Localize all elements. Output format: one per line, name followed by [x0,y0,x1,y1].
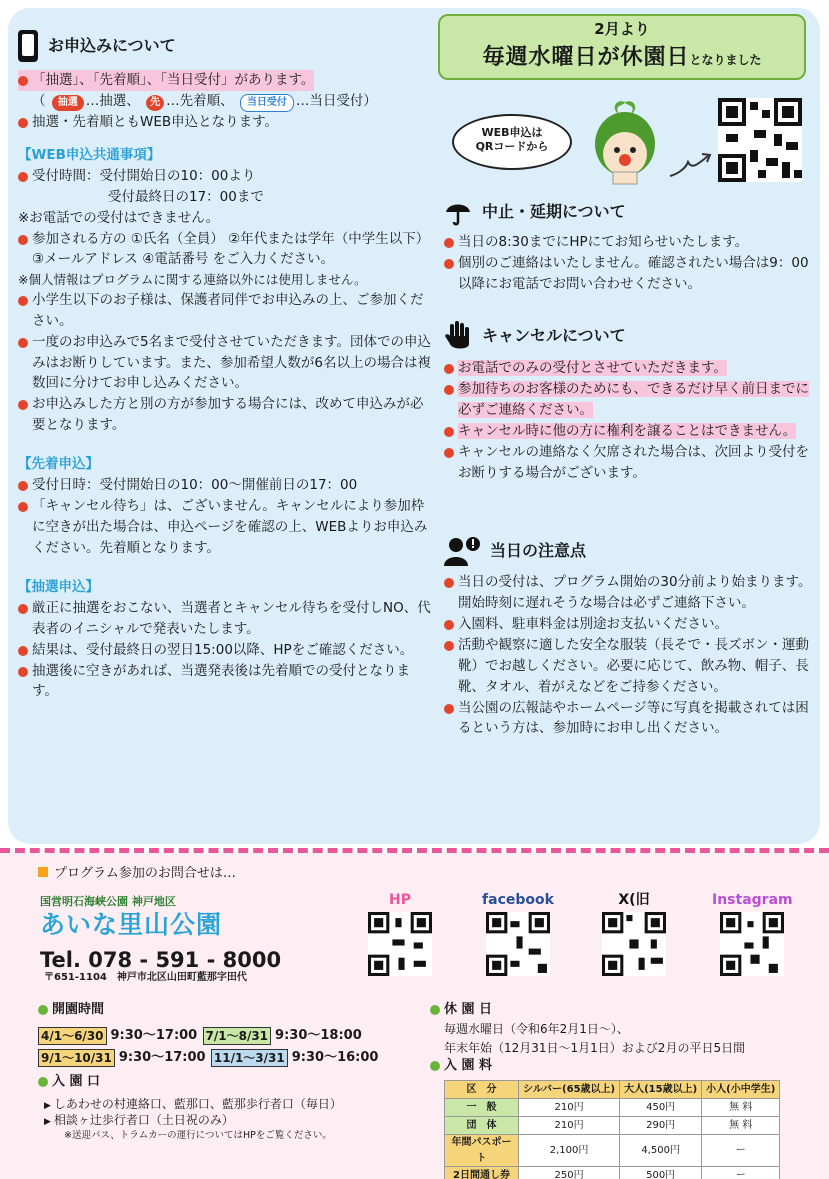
fee-header: シルバー(65歳以上) [519,1081,620,1099]
hours-period: 11/1～3/31 [211,1049,288,1067]
park-subtitle: 国営明石海峡公園 神戸地区 [40,895,176,908]
sns-x[interactable] [594,890,674,976]
web-item: 受付時間：受付開始日の10：00より [18,166,433,187]
hours-title: 開園時間 [38,1000,418,1020]
fee-cell: 団 体 [445,1117,519,1135]
stop-section [444,198,814,295]
hp-qr-icon[interactable] [368,912,432,976]
web-apply-qr-icon[interactable] [717,98,803,182]
first-chip: 先 [146,95,164,111]
closed-line: 年末年始（12月31日～1月1日）および2月の平日5日間 [444,1040,746,1055]
sns-x-label: X(旧 [618,892,650,908]
fee-row [445,1099,780,1117]
banner-line1: 2月より [594,20,650,38]
fee-cell: 500円 [620,1167,702,1179]
web-item: 一度のお申込みで5名まで受付させていただきます。団体での申込みはお断りしています。また、参加希望人数が6名以上の場合は複数回に分けてお申し込みください。 [18,332,433,395]
notice-item: 入園料、駐車料金は別途お支払いください。 [444,614,814,635]
web-note: ※個人情報はプログラムに関する連絡以外には使用しません。 [18,272,367,288]
web-note: ※お電話での受付はできません。 [18,209,220,226]
fee-cell: 2,100円 [519,1135,620,1167]
web-item: 小学生以下のお子様は、保護者同伴でお申込みの上、ご参加ください。 [18,290,433,332]
sns-facebook-label: facebook [482,892,554,908]
hours-period: 4/1～6/30 [38,1027,107,1045]
fee-cell: 一 般 [445,1099,519,1117]
fee-cell: 450円 [620,1099,702,1117]
speech-bubble: WEB申込は QRコードから [452,114,572,170]
person-alert-icon [444,536,480,566]
day-chip: 当日受付 [240,94,294,112]
fee-cell: 無 料 [702,1099,780,1117]
fee-table [444,1080,780,1179]
fee-cell: 無 料 [702,1117,780,1135]
fee-row [445,1135,780,1167]
fee-row [445,1117,780,1135]
fee-row [445,1167,780,1179]
closed-day-banner [438,14,806,80]
entrances [38,1072,418,1143]
cancel-item: 参加待ちのお客様のためにも、できるだけ早く前日までに必ずご連絡ください。 [458,380,809,418]
sns-facebook[interactable] [478,890,558,976]
facebook-qr-icon[interactable] [486,912,550,976]
cancel-item: キャンセルの連絡なく欠席された場合は、次回より受付をお断りする場合がございます。 [458,443,809,481]
park-tel[interactable]: Tel. 078 - 591 - 8000 [40,948,282,972]
notice-title: 当日の注意点 [490,540,587,560]
closed-days [430,1000,810,1057]
web-section-tag: 【WEB申込共通事項】 [18,146,161,163]
apply-web-line: 抽選・先着順ともWEB申込となります。 [18,112,433,133]
opening-hours [38,1000,418,1068]
apply-line: 「抽選」、「先着順」、「当日受付」があります。 [18,70,314,91]
closed-line: 毎週水曜日（令和6年2月1日～）、 [444,1022,629,1037]
instagram-qr-icon[interactable] [720,912,784,976]
apply-legend: （ 抽選 …抽選、 先 …先着順、 当日受付 …当日受付） [18,91,433,112]
notice-heading [444,536,814,566]
lot-section-tag: 【抽選申込】 [18,578,99,595]
gate-item: ▶ 相談ヶ辻歩行者口（土日祝のみ） [38,1112,418,1128]
fee-cell: 4,500円 [620,1135,702,1167]
sns-instagram[interactable] [712,890,792,976]
fee-cell: 2日間通し券 [445,1167,519,1179]
closed-title: 休 園 日 [430,1000,810,1020]
fee-cell: ー [702,1167,780,1179]
fees-title: 入 園 料 [430,1056,810,1076]
hours-time: 9:30～18:00 [275,1028,362,1044]
smartphone-icon [18,30,38,62]
fee-cell: 290円 [620,1117,702,1135]
hours-period: 7/1～8/31 [203,1027,272,1045]
fee-cell: 210円 [519,1099,620,1117]
lot-chip: 抽選 [52,95,84,111]
park-name: あいな里山公園 [40,910,223,939]
cancel-item: キャンセル時に他の方に権利を譲ることはできません。 [458,422,797,439]
notice-item: 当日の受付は、プログラム開始の30分前より始まります。開始時刻に遅れそうな場合は必ずご連絡下さい。 [444,572,814,614]
stop-title: 中止・延期について [482,201,626,221]
fee-cell: 年間パスポート [445,1135,519,1167]
hours-row [38,1048,418,1068]
apply-title: お申込みについて [48,35,176,55]
web-item: お申込みした方と別の方が参加する場合には、改めて申込みが必要となります。 [18,394,433,436]
left-column [18,30,433,702]
web-item: 参加される方の ①氏名（全員） ②年代または学年（中学生以下） ③メールアドレス ④電話番号 をご入力ください。 [18,229,433,271]
gates-title: 入 園 口 [38,1072,418,1092]
fee-header: 区 分 [445,1081,519,1099]
park-address: 〒651-1104 神戸市北区山田町藍那字田代 [44,972,247,983]
first-item: 受付日時：受付開始日の10：00～開催前日の17：00 [18,475,433,496]
apply-heading [18,30,433,62]
cancel-section [444,320,814,484]
lot-item: 厳正に抽選をおこない、当選者とキャンセル待ちを受付しNO、代表者のイニシャルで発表いたします。 [18,598,433,640]
banner-line2: 毎週水曜日が休園日となりました [482,45,762,71]
sns-instagram-label: Instagram [712,892,793,908]
cancel-title: キャンセルについて [482,325,626,345]
fee-header-row [445,1081,780,1099]
web-item: 受付最終日の17：00まで [108,188,264,205]
gate-note: ※送迎バス、トラムカーの運行についてはHPをご覧ください。 [64,1129,332,1141]
fee-header: 大人(15歳以上) [620,1081,702,1099]
arrow-icon [668,150,714,178]
first-item: 「キャンセル待ち」は、ございません。キャンセルにより参加枠に空きが出た場合は、申込ページを確認の上、WEBよりお申込みください。先着順となります。 [18,496,433,559]
cancel-heading [444,320,814,352]
stop-item: 当日の8:30までにHPにてお知らせいたします。 [444,232,814,253]
sns-hp[interactable] [360,890,440,976]
umbrella-icon [444,198,472,226]
admission-fees [430,1056,810,1179]
cancel-item: お電話でのみの受付とさせていただきます。 [458,360,727,376]
hours-time: 9:30～17:00 [110,1028,198,1044]
stop-item: 個別のご連絡はいたしません。確認されたい場合は9：00以降にお電話でお問い合わせください。 [444,253,814,295]
fee-cell: 210円 [519,1117,620,1135]
stop-heading [444,198,814,226]
notice-item: 活動や観察に適した安全な服装（長そで・長ズボン・運動靴）でお越しください。必要に応じて、飲み物、帽子、長靴、タオル、着がえなどをご持参ください。 [444,635,814,698]
sns-hp-label: HP [389,892,411,908]
hours-time: 9:30～16:00 [291,1050,379,1066]
first-section-tag: 【先着申込】 [18,456,99,473]
fee-header: 小人(小中学生) [702,1081,780,1099]
hours-time: 9:30～17:00 [118,1050,206,1066]
fee-cell: 250円 [519,1167,620,1179]
mascot-character-icon [585,100,665,186]
notice-section [444,536,814,739]
gate-item: ▶ しあわせの村連絡口、藍那口、藍那歩行者口（毎日） [38,1096,418,1112]
fee-cell: ー [702,1135,780,1167]
x-qr-icon[interactable] [602,912,666,976]
lot-item: 抽選後に空きがあれば、当選発表後は先着順での受付となります。 [18,661,433,703]
lot-item: 結果は、受付最終日の翌日15:00以降、HPをご確認ください。 [18,640,433,661]
contact-title: プログラム参加のお問合せは… [38,864,236,884]
notice-item: 当公園の広報誌やホームページ等に写真を掲載されては困るという方は、参加時にお申し出ください。 [444,698,814,740]
hours-period: 9/1～10/31 [38,1049,115,1067]
hours-row [38,1026,418,1046]
hand-stop-icon [444,320,472,352]
